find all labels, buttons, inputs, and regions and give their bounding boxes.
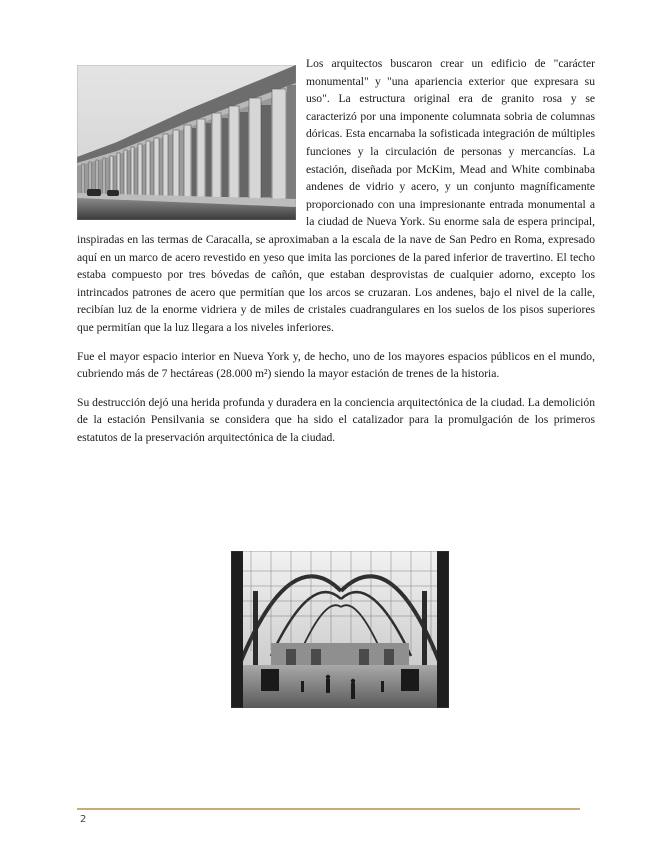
paragraph-3: Su destrucción dejó una herida profunda y duradera en la conciencia arquitectónica de la ciudad. La demolición de la estación Pensilvania se considera que ha sido el catalizador para la promulgación de los primeros estatutos de la preservación arquitectónica de la ciudad. bbox=[77, 395, 595, 444]
footer-rule bbox=[77, 808, 580, 810]
article-body bbox=[77, 55, 595, 457]
page-number: 2 bbox=[80, 814, 87, 825]
paragraph-1: Los arquitectos buscaron crear un edificio de "carácter monumental" y "una apariencia exterior que expresara su uso". La estructura original era de granito rosa y se caracterizó por una imponente columnata sobria de columnas dóricas. Esta encarnaba la sofisticada integración de múltiples funciones y la circulación de personas y mercancías. La estación, diseñada por McKim, Mead and White combinaba andenes de vidrio y acero, y un conjunto magníficamente proporcionado con una impresionante entrada monumental a la ciudad de Nueva York. Su enorme sala de espera principal, inspiradas en las termas de Caracalla, se aproximaban a la escala de la nave de San Pedro en Roma, expresado aquí en un marco de acero revestido en yeso que imita las porciones de la pared inferior de travertino. El techo estaba compuesto por tres bóvedas de cañón, que estaban desprovistas de cualquier adorno, excepto los intrincados patrones de acero que permitían que los arcos se cruzaran. Los andenes, bajo el nivel de la calle, recibían luz de la enorme vidriera y de miles de cristales cuadrangulares en los suelos de los pisos superiores que permitían que la luz llegara a los niveles inferiores. bbox=[77, 57, 595, 334]
paragraph-2: Fue el mayor espacio interior en Nueva York y, de hecho, uno de los mayores espacios públicos en el mundo, cubriendo más de 7 hectáreas (28.000 m²) siendo la mayor estación de trenes de la historia. bbox=[77, 349, 595, 381]
station-exterior-photo bbox=[77, 65, 296, 220]
station-concourse-photo bbox=[231, 551, 449, 708]
